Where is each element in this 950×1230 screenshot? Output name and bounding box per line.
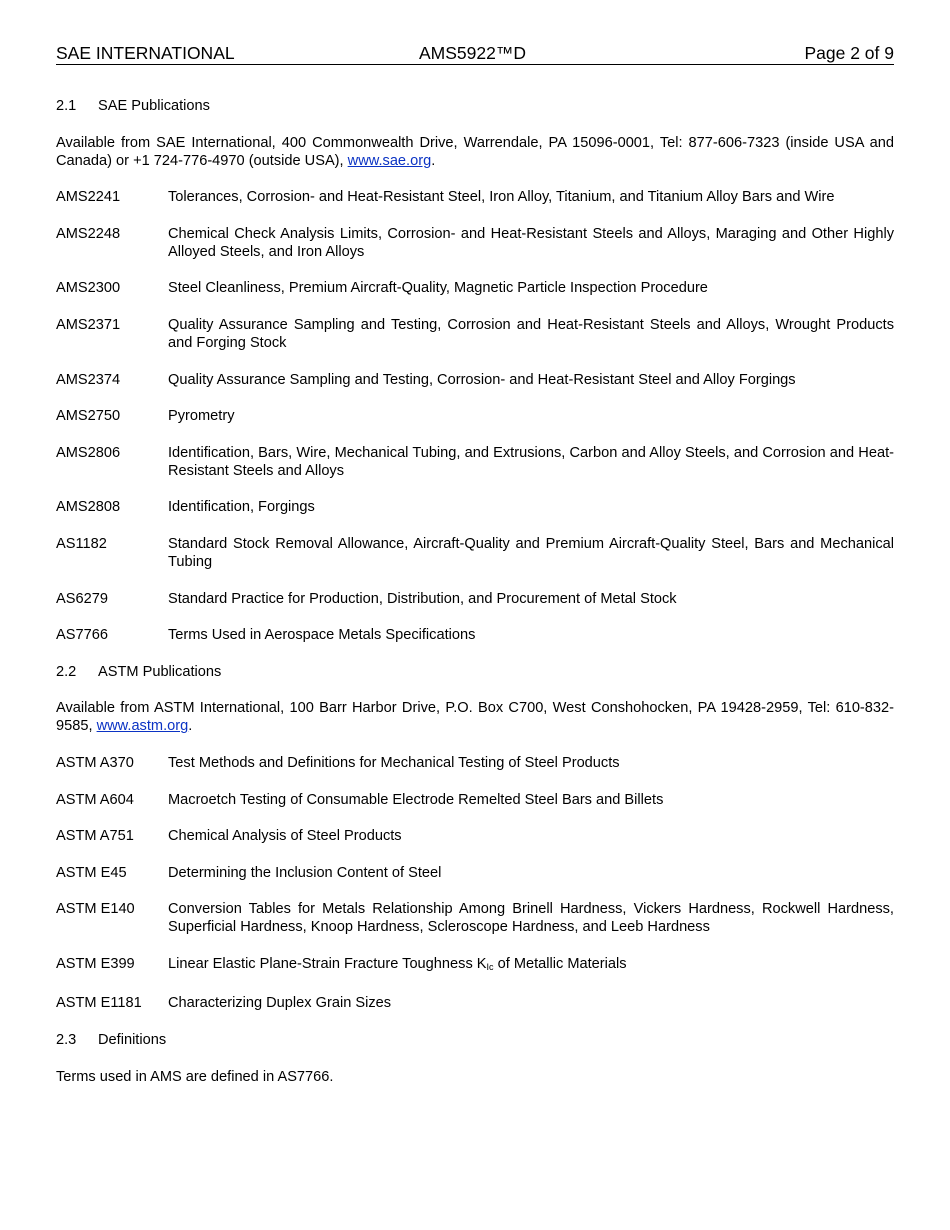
- document-body: [56, 97, 894, 1086]
- reference-code: ASTM E45: [56, 864, 127, 881]
- reference-code: AMS2808: [56, 499, 121, 516]
- title-text: of Metallic Materials: [493, 955, 627, 972]
- reference-code: AMS2300: [56, 280, 121, 297]
- section-heading-2-2: [56, 663, 894, 681]
- reference-code: ASTM A370: [56, 754, 134, 771]
- reference-title: Conversion Tables for Metals Relationship Among Brinell Hardness, Vickers Hardness, Rockwell Hardness, Superficial Hardness, Knoop Hardness, Scleroscope Hardness, and Leeb Hardness: [168, 901, 894, 936]
- reference-title: Pyrometry: [168, 408, 235, 425]
- reference-code: ASTM E140: [56, 901, 135, 918]
- reference-code: AMS2750: [56, 408, 121, 425]
- reference-title: Identification, Forgings: [168, 499, 315, 516]
- reference-item: [56, 444, 894, 480]
- sae-availability-paragraph: [56, 134, 894, 170]
- reference-item: [56, 791, 894, 809]
- reference-item: [56, 590, 894, 608]
- astm-website-link[interactable]: www.astm.org: [96, 718, 189, 735]
- section-title: Definitions: [98, 1032, 167, 1049]
- reference-code: AMS2806: [56, 444, 121, 461]
- section-number: 2.2: [56, 663, 77, 680]
- reference-item: [56, 626, 894, 644]
- reference-code: ASTM E1181: [56, 995, 142, 1012]
- reference-item: [56, 316, 894, 352]
- page-header: [56, 42, 894, 65]
- reference-item: [56, 955, 894, 976]
- section-heading-2-1: [56, 97, 894, 115]
- reference-code: AMS2374: [56, 371, 121, 388]
- reference-item: [56, 407, 894, 425]
- reference-item: [56, 754, 894, 772]
- reference-item: [56, 864, 894, 882]
- title-text: Linear Elastic Plane-Strain Fracture Toughness K: [168, 955, 487, 972]
- reference-code: AS7766: [56, 627, 108, 644]
- reference-item: [56, 994, 894, 1012]
- reference-title: Chemical Check Analysis Limits, Corrosion- and Heat-Resistant Steels and Alloys, Maraging and Other Highly Alloyed Steels, and Iron Alloys: [168, 225, 894, 260]
- reference-code: AS1182: [56, 535, 107, 552]
- availability-text: Available from ASTM International, 100 Barr Harbor Drive, P.O. Box C700, West Conshohocken, PA 19428-2959, Tel: 610-832-9585,: [56, 700, 894, 735]
- reference-item: [56, 535, 894, 571]
- reference-title: Chemical Analysis of Steel Products: [168, 828, 402, 845]
- reference-item: [56, 900, 894, 936]
- reference-code: ASTM A751: [56, 828, 134, 845]
- header-org: SAE INTERNATIONAL: [56, 43, 235, 63]
- definitions-paragraph: Terms used in AMS are defined in AS7766.: [56, 1068, 334, 1085]
- header-doc-number: AMS5922™D: [419, 43, 526, 63]
- reference-title: Characterizing Duplex Grain Sizes: [168, 995, 392, 1012]
- reference-code: AMS2371: [56, 316, 121, 333]
- reference-title: Standard Practice for Production, Distribution, and Procurement of Metal Stock: [168, 590, 677, 607]
- reference-item: [56, 279, 894, 297]
- astm-availability-paragraph: [56, 699, 894, 735]
- reference-title: Test Methods and Definitions for Mechanical Testing of Steel Products: [168, 754, 620, 771]
- reference-title: Quality Assurance Sampling and Testing, Corrosion and Heat-Resistant Steels and Alloys, Wrought Products and Forging Stock: [168, 316, 894, 351]
- reference-title: [168, 955, 894, 976]
- section-title: ASTM Publications: [98, 663, 222, 680]
- reference-item: [56, 827, 894, 845]
- sae-reference-list: [56, 188, 894, 644]
- section-number: 2.3: [56, 1032, 77, 1049]
- astm-reference-list: [56, 754, 894, 1013]
- reference-code: ASTM A604: [56, 791, 134, 808]
- reference-title: Determining the Inclusion Content of Steel: [168, 864, 442, 881]
- sae-website-link[interactable]: www.sae.org: [347, 152, 432, 169]
- period: .: [431, 152, 436, 169]
- reference-item: [56, 225, 894, 261]
- subscript-ic: Ic: [486, 961, 494, 972]
- reference-code: ASTM E399: [56, 955, 135, 972]
- reference-title: Quality Assurance Sampling and Testing, Corrosion- and Heat-Resistant Steel and Alloy Forgings: [168, 371, 796, 388]
- reference-item: [56, 188, 894, 206]
- section-number: 2.1: [56, 98, 77, 114]
- reference-code: AMS2241: [56, 189, 121, 206]
- reference-code: AS6279: [56, 590, 108, 607]
- section-heading-2-3: [56, 1031, 894, 1049]
- reference-title: Steel Cleanliness, Premium Aircraft-Quality, Magnetic Particle Inspection Procedure: [168, 280, 708, 297]
- availability-text: Available from SAE International, 400 Commonwealth Drive, Warrendale, PA 15096-0001, Tel: 877-606-7323 (inside USA and Canada) or +1 724-776-4970 (outside USA),: [56, 134, 894, 169]
- period: .: [188, 718, 193, 735]
- header-page-number: Page 2 of 9: [804, 43, 894, 63]
- reference-code: AMS2248: [56, 225, 121, 242]
- reference-title: Identification, Bars, Wire, Mechanical Tubing, and Extrusions, Carbon and Alloy Steels, and Corrosion and Heat-Resistant Steels and Alloys: [168, 444, 894, 479]
- section-title: SAE Publications: [98, 98, 210, 114]
- reference-title: Terms Used in Aerospace Metals Specifications: [168, 627, 476, 644]
- reference-item: [56, 371, 894, 389]
- reference-title: Macroetch Testing of Consumable Electrode Remelted Steel Bars and Billets: [168, 791, 664, 808]
- reference-item: [56, 498, 894, 516]
- reference-title: Standard Stock Removal Allowance, Aircraft-Quality and Premium Aircraft-Quality Steel, Bars and Mechanical Tubing: [168, 535, 894, 570]
- reference-title: Tolerances, Corrosion- and Heat-Resistant Steel, Iron Alloy, Titanium, and Titanium Alloy Bars and Wire: [168, 189, 835, 206]
